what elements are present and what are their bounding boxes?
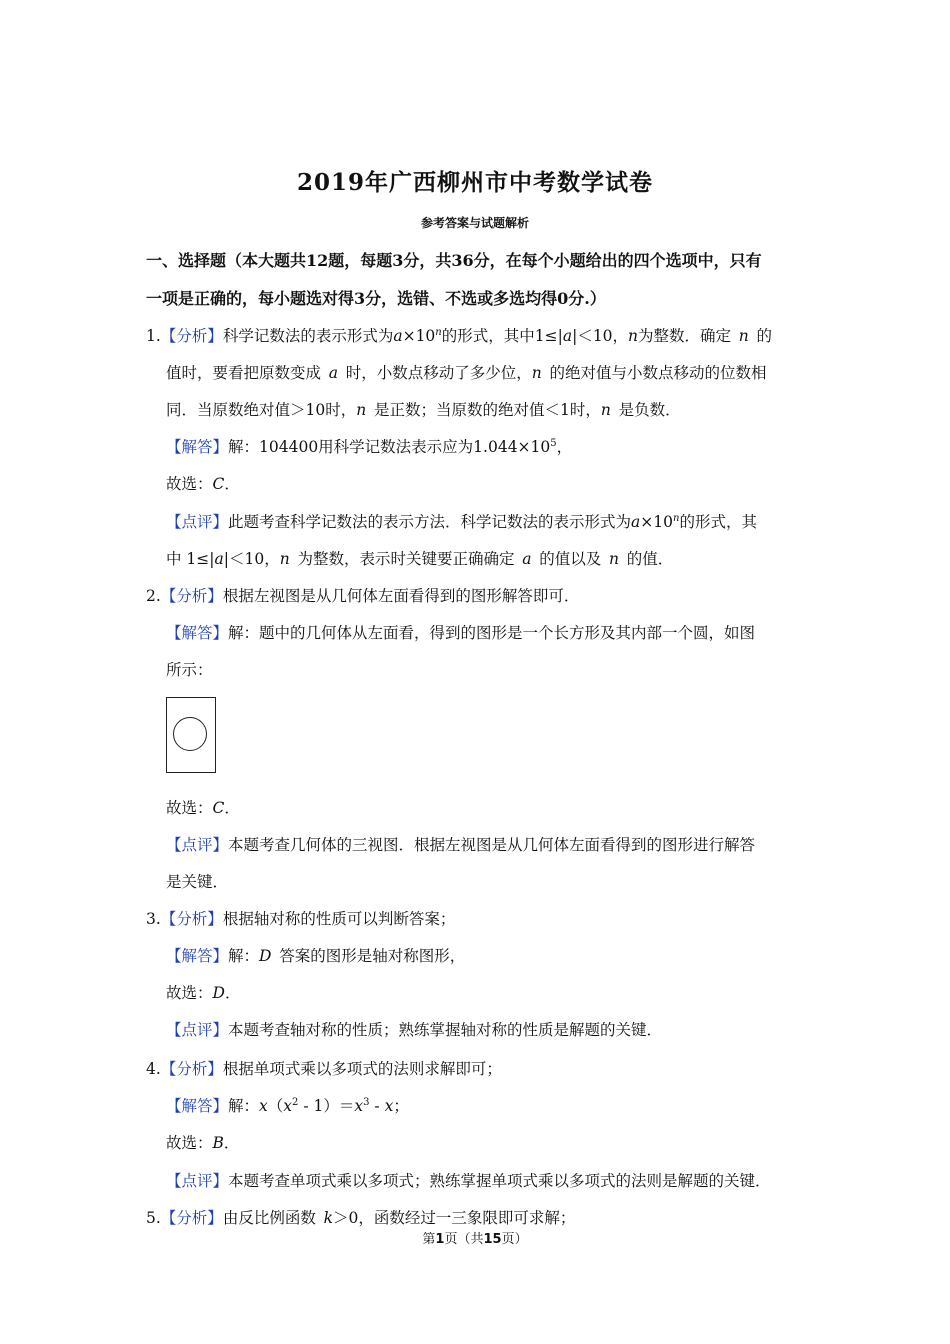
var-n: n bbox=[608, 550, 619, 568]
text: 科学记数法的表示形式为 bbox=[222, 327, 394, 345]
q1-answer-tag: 【解答】 bbox=[166, 438, 229, 456]
var-x: x bbox=[283, 1097, 293, 1115]
text: 是正数；当原数的绝对值＜1时， bbox=[373, 401, 601, 419]
text: ， bbox=[556, 438, 573, 456]
page-footer bbox=[0, 1228, 950, 1247]
text: - 1）＝ bbox=[298, 1097, 355, 1115]
text: 中 1≤| bbox=[166, 550, 215, 568]
var-n: n bbox=[531, 364, 542, 382]
q2-choice: 故选：C． bbox=[166, 799, 240, 817]
q3-comment-tag: 【点评】 bbox=[166, 1021, 229, 1039]
var-n: n bbox=[628, 327, 639, 345]
page-number: 1 bbox=[435, 1232, 445, 1247]
text: ×10 bbox=[640, 513, 673, 531]
text: 答案的图形是轴对称图形， bbox=[279, 947, 466, 965]
text: 解：题中的几何体从左面看，得到的图形是一个长方形及其内部一个圆，如图 bbox=[228, 624, 756, 642]
q3-number: 3. bbox=[146, 910, 161, 928]
q4-analysis bbox=[146, 1057, 502, 1079]
q4-number: 4. bbox=[146, 1060, 161, 1078]
text: |＜10， bbox=[572, 327, 629, 345]
q1-analysis-line3 bbox=[166, 398, 681, 420]
text: 的形式，其 bbox=[679, 513, 757, 531]
q1-choice: 故选：C． bbox=[166, 475, 240, 493]
text: 页（共 bbox=[444, 1232, 484, 1247]
exp-n: n bbox=[673, 513, 680, 524]
q4-comment bbox=[166, 1169, 771, 1191]
var-a: a bbox=[522, 550, 532, 568]
q1-comment-line2 bbox=[166, 547, 673, 569]
text: 为整数，表示时关键要正确确定 bbox=[297, 550, 515, 568]
text: 根据单项式乘以多项式的法则求解即可； bbox=[222, 1060, 502, 1078]
exponent: 2 bbox=[292, 1097, 299, 1108]
q3-choice: 故选：D． bbox=[166, 984, 241, 1002]
q3-answer bbox=[166, 944, 465, 966]
var-n: n bbox=[279, 550, 290, 568]
q4-comment-tag: 【点评】 bbox=[166, 1172, 229, 1190]
text: 值时，要看把原数变成 bbox=[166, 364, 322, 382]
var-n: n bbox=[738, 327, 749, 345]
q3-analysis bbox=[146, 907, 455, 929]
text: 为整数．确定 bbox=[638, 327, 732, 345]
text: 的 bbox=[756, 327, 773, 345]
choice-letter: C bbox=[212, 799, 225, 817]
section-heading-line2: 一项是正确的，每小题选对得3分，选错、不选或多选均得0分.） bbox=[146, 289, 606, 308]
choice-letter: C bbox=[212, 475, 225, 493]
var-k: k bbox=[323, 1209, 333, 1227]
exp-n: n bbox=[435, 327, 442, 338]
text: 的绝对值与小数点移动的位数相 bbox=[549, 364, 767, 382]
q2-comment-tag: 【点评】 bbox=[166, 836, 229, 854]
text: 由反比例函数 bbox=[222, 1209, 316, 1227]
text: 本题考查几何体的三视图．根据左视图是从几何体左面看得到的图形进行解答 bbox=[228, 836, 756, 854]
var-a: a bbox=[328, 364, 339, 382]
exponent: 5 bbox=[550, 438, 557, 449]
choice-letter: D bbox=[212, 984, 225, 1002]
q1-comment-tag: 【点评】 bbox=[166, 513, 229, 531]
q1-answer bbox=[166, 435, 572, 457]
text: 故选： bbox=[166, 475, 213, 493]
q1-comment-line1 bbox=[166, 510, 757, 532]
text: 本题考查单项式乘以多项式；熟练掌握单项式乘以多项式的法则是解题的关键． bbox=[228, 1172, 771, 1190]
text: 同．当原数绝对值＞10时， bbox=[166, 401, 357, 419]
q5-analysis bbox=[146, 1206, 575, 1228]
text: |＜10， bbox=[223, 550, 280, 568]
q5-number: 5. bbox=[146, 1209, 161, 1227]
q1-number: 1. bbox=[146, 327, 161, 345]
q2-answer-line1 bbox=[166, 621, 755, 643]
q3-comment bbox=[166, 1018, 662, 1040]
circle-shape bbox=[173, 717, 207, 751]
text: 根据轴对称的性质可以判断答案； bbox=[222, 910, 456, 928]
q2-number: 2. bbox=[146, 587, 161, 605]
q2-comment-line2: 是关键． bbox=[166, 873, 229, 891]
text: ； bbox=[393, 1097, 409, 1115]
text: 故选： bbox=[166, 984, 213, 1002]
q2-comment-line1 bbox=[166, 833, 755, 855]
text: ×10 bbox=[402, 327, 436, 345]
var-x: x bbox=[384, 1097, 394, 1115]
text: 根据左视图是从几何体左面看得到的图形解答即可． bbox=[222, 587, 580, 605]
text: 页） bbox=[501, 1232, 528, 1247]
var-d: D bbox=[259, 947, 272, 965]
text: 1≤| bbox=[534, 327, 563, 345]
text: 此题考查科学记数法的表示方法．科学记数法的表示形式为 bbox=[228, 513, 632, 531]
text: 解： bbox=[228, 1097, 260, 1115]
text: 解：104400用科学记数法表示应为1.044×10 bbox=[228, 438, 551, 456]
q4-answer bbox=[166, 1094, 409, 1116]
q1-analysis-line1 bbox=[146, 324, 772, 346]
text: 的形式，其中 bbox=[441, 327, 535, 345]
text: 是负数． bbox=[618, 401, 681, 419]
text: 时，小数点移动了多少位， bbox=[345, 364, 532, 382]
var-a: a bbox=[631, 513, 641, 531]
q1-analysis-tag: 【分析】 bbox=[160, 327, 223, 345]
q2-answer-tag: 【解答】 bbox=[166, 624, 229, 642]
var-n: n bbox=[600, 401, 611, 419]
page-total: 15 bbox=[483, 1232, 502, 1247]
q2-analysis-tag: 【分析】 bbox=[160, 587, 223, 605]
q3-answer-tag: 【解答】 bbox=[166, 947, 229, 965]
choice-letter: B bbox=[212, 1134, 224, 1152]
q2-answer-line2: 所示： bbox=[166, 661, 213, 679]
text: - bbox=[369, 1097, 385, 1115]
q5-analysis-tag: 【分析】 bbox=[160, 1209, 223, 1227]
left-view-figure bbox=[166, 697, 216, 773]
text: 解： bbox=[228, 947, 260, 965]
text: ＞0，函数经过一三象限即可求解； bbox=[332, 1209, 576, 1227]
q2-analysis bbox=[146, 584, 579, 606]
var-a: a bbox=[214, 550, 224, 568]
var-a: a bbox=[393, 327, 403, 345]
var-n: n bbox=[356, 401, 367, 419]
q4-analysis-tag: 【分析】 bbox=[160, 1060, 223, 1078]
page-subtitle: 参考答案与试题解析 bbox=[420, 216, 529, 230]
var-a: a bbox=[562, 327, 573, 345]
page-title: 2019年广西柳州市中考数学试卷 bbox=[296, 169, 653, 196]
q4-answer-tag: 【解答】 bbox=[166, 1097, 229, 1115]
q1-analysis-line2 bbox=[166, 361, 767, 383]
q3-analysis-tag: 【分析】 bbox=[160, 910, 223, 928]
var-x: x bbox=[259, 1097, 268, 1115]
exponent: 3 bbox=[363, 1097, 370, 1108]
text: （ bbox=[267, 1097, 284, 1115]
section-heading-line1: 一、选择题（本大题共12题，每题3分，共36分，在每个小题给出的四个选项中，只有 bbox=[146, 251, 762, 270]
var-x: x bbox=[354, 1097, 364, 1115]
text: 的值以及 bbox=[539, 550, 602, 568]
text: 的值． bbox=[626, 550, 674, 568]
text: 故选： bbox=[166, 799, 213, 817]
text: 本题考查轴对称的性质；熟练掌握轴对称的性质是解题的关键． bbox=[228, 1021, 663, 1039]
q4-choice: 故选：B． bbox=[166, 1134, 240, 1152]
text: 第 bbox=[422, 1232, 436, 1247]
text: 故选： bbox=[166, 1134, 213, 1152]
